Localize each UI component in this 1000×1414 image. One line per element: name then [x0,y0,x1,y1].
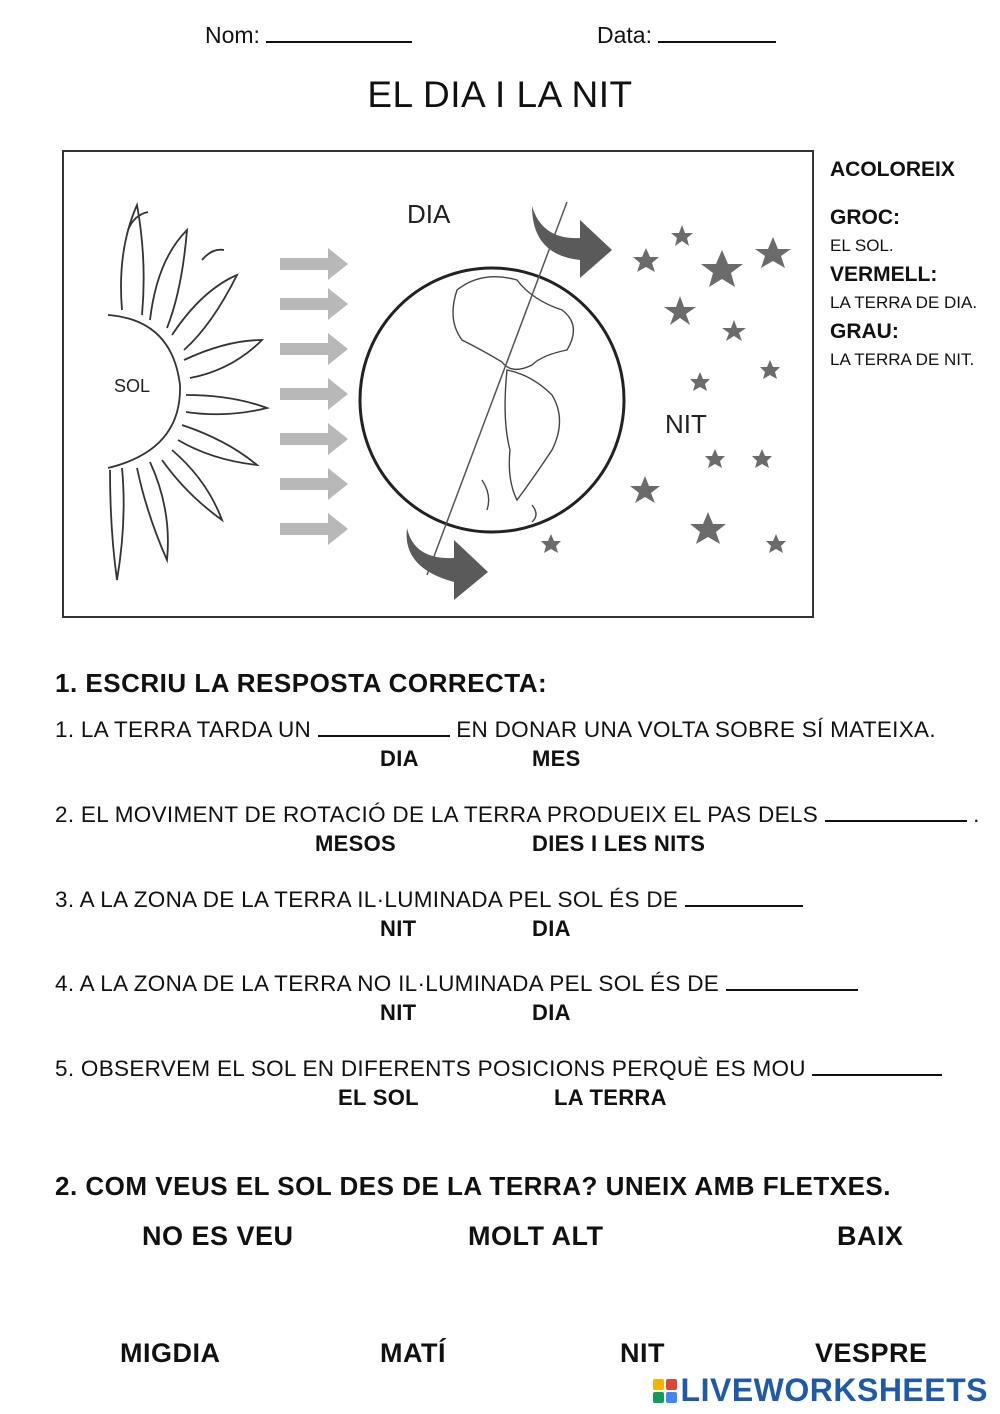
question-1-option-a[interactable]: DIA [380,746,419,771]
watermark [653,1372,988,1409]
legend-desc-yellow: EL SOL. [830,236,894,255]
question-4-blank[interactable] [726,989,858,991]
date-label: Data: [597,22,652,48]
question-5-text: 5. OBSERVEM EL SOL EN DIFERENTS POSICIONS PERQUÈ ES MOU [55,1056,806,1081]
question-3-text: 3. A LA ZONA DE LA TERRA IL·LUMINADA PEL SOL ÉS DE [55,887,679,912]
match-bottom-nit[interactable]: NIT [620,1338,665,1368]
legend-heading: ACOLOREIX [830,158,955,181]
question-2-text: 2. EL MOVIMENT DE ROTACIÓ DE LA TERRA PRODUEIX EL PAS DELS [55,802,819,827]
match-bottom-vespre[interactable]: VESPRE [815,1338,928,1368]
question-3 [55,887,803,913]
question-1-text: 1. LA TERRA TARDA UN [55,717,312,742]
legend-color-yellow: GROC: [830,205,900,229]
question-1 [55,717,936,743]
question-4-option-b[interactable]: DIA [532,1000,571,1025]
name-label: Nom: [205,22,260,48]
question-3-option-b[interactable]: DIA [532,916,571,941]
legend-desc-grey: LA TERRA DE NIT. [830,350,975,369]
question-4-option-a[interactable]: NIT [380,1000,417,1025]
question-5-blank[interactable] [812,1074,942,1076]
match-top-baix[interactable]: BAIX [837,1221,904,1251]
match-top-molt-alt[interactable]: MOLT ALT [468,1221,604,1251]
question-2-option-a[interactable]: MESOS [315,831,396,856]
liveworksheets-logo-icon [653,1379,677,1403]
day-night-illustration [62,150,814,618]
question-5-option-b[interactable]: LA TERRA [554,1085,667,1110]
question-4-text: 4. A LA ZONA DE LA TERRA NO IL·LUMINADA PEL SOL ÉS DE [55,971,720,996]
question-1-tail: EN DONAR UNA VOLTA SOBRE SÍ MATEIXA. [456,717,936,742]
question-3-option-a[interactable]: NIT [380,916,417,941]
match-top-no-es-veu[interactable]: NO ES VEU [142,1221,294,1251]
sun-label: SOL [114,376,151,396]
question-2-blank[interactable] [825,820,967,822]
name-field [205,22,412,49]
watermark-text: LIVEWORKSHEETS [680,1372,988,1408]
match-bottom-mati[interactable]: MATÍ [380,1338,446,1368]
section2-title: 2. COM VEUS EL SOL DES DE LA TERRA? UNEIX AMB FLETXES. [55,1171,891,1201]
question-5-option-a[interactable]: EL SOL [338,1085,419,1110]
legend-color-grey: GRAU: [830,319,899,343]
section1-title: 1. ESCRIU LA RESPOSTA CORRECTA: [55,668,548,698]
question-5 [55,1056,942,1082]
name-blank[interactable] [266,41,412,43]
date-blank[interactable] [658,41,776,43]
night-label: NIT [665,409,707,439]
question-2 [55,802,980,828]
question-2-tail: . [973,802,980,827]
color-legend [830,154,977,373]
question-3-blank[interactable] [685,905,803,907]
date-field [597,22,776,49]
question-1-blank[interactable] [318,735,450,737]
match-bottom-migdia[interactable]: MIGDIA [120,1338,221,1368]
question-2-option-b[interactable]: DIES I LES NITS [532,831,706,856]
legend-color-red: VERMELL: [830,262,938,286]
question-4 [55,971,858,997]
day-label: DIA [407,199,451,229]
page-title: EL DIA I LA NIT [367,74,633,115]
question-1-option-b[interactable]: MES [532,746,581,771]
legend-desc-red: LA TERRA DE DIA. [830,293,978,312]
